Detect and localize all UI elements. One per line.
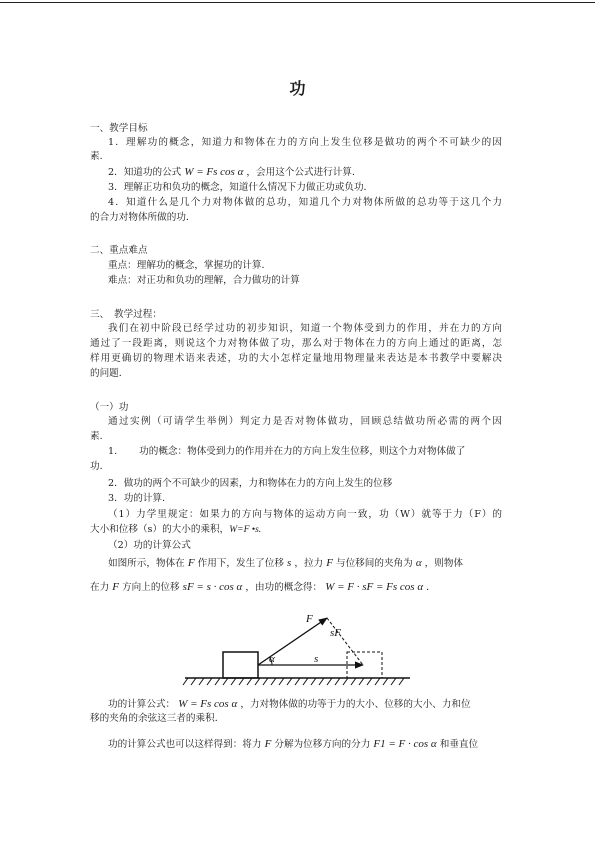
figure-description-line2 [90, 580, 436, 595]
process-paragraph-line2: 通过了一段距离，则说这个力对物体做了功，那么对于物体在力的方向上通过的距离，怎 [90, 338, 502, 349]
explanation-text: 功的计算公式： [108, 699, 176, 710]
key-point: 重点：理解功的概念，掌握功的计算． [108, 260, 272, 271]
fig-desc-text: ． [426, 582, 436, 593]
symbol-F: F [326, 557, 333, 569]
part-work-heading: （一）功 [90, 402, 129, 413]
goal-1-line1: 1．理解功的概念，知道力和物体在力的方向上发生位移是做功的两个不可缺少的因 [108, 137, 502, 148]
symbol-F: F [264, 738, 272, 750]
process-paragraph-line4: 的问题． [90, 368, 129, 379]
section-teaching-process-heading: 三、 教学过程： [90, 309, 162, 320]
part-intro-line1: 通过实例（可请学生举例）判定力是否对物体做功，回顾总结做功所必需的两个因 [108, 416, 502, 427]
item-1-number: 1. [108, 446, 118, 457]
goal-4-line1: 4．知道什么是几个力对物体做的总功，知道几个力对物体所做的总功等于这几个力 [108, 197, 502, 208]
subitem-1-text: 大小和位移（s）的大小的乘积， [90, 524, 230, 535]
component-force-formula: F1 = F · cos α [373, 738, 437, 750]
symbol-F: F [112, 581, 119, 593]
symbol-F: F [187, 557, 195, 569]
item-1-line1 [108, 445, 465, 459]
work-formula: W = Fs cos α [184, 166, 244, 178]
derivation-text: 功的计算公式也可以这样得到：将力 [108, 739, 262, 750]
subitem-2: （2）功的计算公式 [108, 540, 191, 551]
work-formula-explanation-line2: 移的夹角的余弦这三者的乘积． [90, 713, 225, 724]
symbol-alpha: α [415, 557, 422, 569]
fig-desc-text: 如图所示，物体在 [108, 558, 185, 569]
fig-desc-text: 作用下，发生了位移 [197, 558, 284, 569]
work-formula-explanation-line1 [108, 697, 471, 712]
symbol-s: s [287, 557, 292, 569]
work-formula: W = Fs cos α [178, 698, 238, 710]
figure-label-sF: sF [330, 627, 341, 639]
fig-desc-text: ，拉力 [294, 558, 324, 569]
figure-label-F: F [306, 613, 313, 625]
displacement-formula: sF = s · cos α [182, 581, 243, 593]
page-top-border [0, 2, 595, 3]
block-initial [223, 652, 258, 678]
process-paragraph-line1: 我们在初中阶段已经学过功的初步知识，知道一个物体受到力的作用，并在力的方向 [108, 323, 502, 334]
figure-label-alpha: α [269, 653, 275, 665]
work-derivation-formula: W = F · sF = Fs cos α [325, 581, 424, 593]
goal-1-line2: 素． [90, 151, 110, 162]
goal-3: 3．理解正功和负功的概念，知道什么情况下力做正功或负功． [108, 182, 374, 193]
subitem-1-line2 [90, 523, 261, 537]
explanation-text: ，力对物体做的功等于力的大小、位移的大小、力和位 [240, 699, 471, 710]
ground-hatching [183, 678, 404, 685]
goal-4-line2: 的合力对物体所做的功． [90, 212, 196, 223]
derivation-text: 分解为位移方向的分力 [274, 739, 371, 750]
derivation-text: 和垂直位 [439, 739, 479, 750]
part-intro-line2: 素． [90, 431, 110, 442]
subitem-1-formula: W=F •s. [229, 525, 262, 535]
process-paragraph-line3: 样用更确切的物理术语来表述，功的大小怎样定量地用物理量来表达是本书教学中要解决 [90, 353, 502, 364]
item-3: 3．功的计算． [108, 493, 172, 504]
section-teaching-goals-heading: 一、教学目标 [90, 123, 148, 134]
goal-2-suffix: ，会用这个公式进行计算． [246, 167, 362, 178]
goal-2 [108, 165, 362, 180]
page-title: 功 [289, 79, 306, 98]
goal-2-prefix: 2．知道功的公式 [108, 167, 182, 178]
fig-desc-text: ，则物体 [424, 558, 464, 569]
subitem-1-line1: （1）力学里规定：如果力的方向与物体的运动方向一致，功（W）就等于力（F）的 [108, 509, 502, 520]
figure-label-s: s [314, 653, 319, 665]
section-key-points-heading: 二、重点难点 [90, 245, 148, 256]
item-2: 2．做功的两个不可缺少的因素，力和物体在力的方向上发生的位移 [108, 478, 393, 489]
difficult-point: 难点：对正功和负功的理解，合力做功的计算 [108, 275, 300, 286]
fig-desc-text: 在力 [90, 582, 110, 593]
fig-desc-text: 与位移间的夹角为 [336, 558, 413, 569]
fig-desc-text: 方向上的位移 [122, 582, 180, 593]
force-displacement-figure [180, 604, 415, 688]
fig-desc-text: ，由功的概念得： [245, 582, 323, 593]
item-1-text: 功的概念：物体受到力的作用并在力的方向上发生位移，则这个力对物体做了 [139, 446, 466, 457]
figure-description-line1 [108, 556, 463, 571]
item-1-line2: 功． [90, 461, 110, 472]
alternative-derivation [108, 737, 478, 752]
projection-line [327, 618, 363, 665]
